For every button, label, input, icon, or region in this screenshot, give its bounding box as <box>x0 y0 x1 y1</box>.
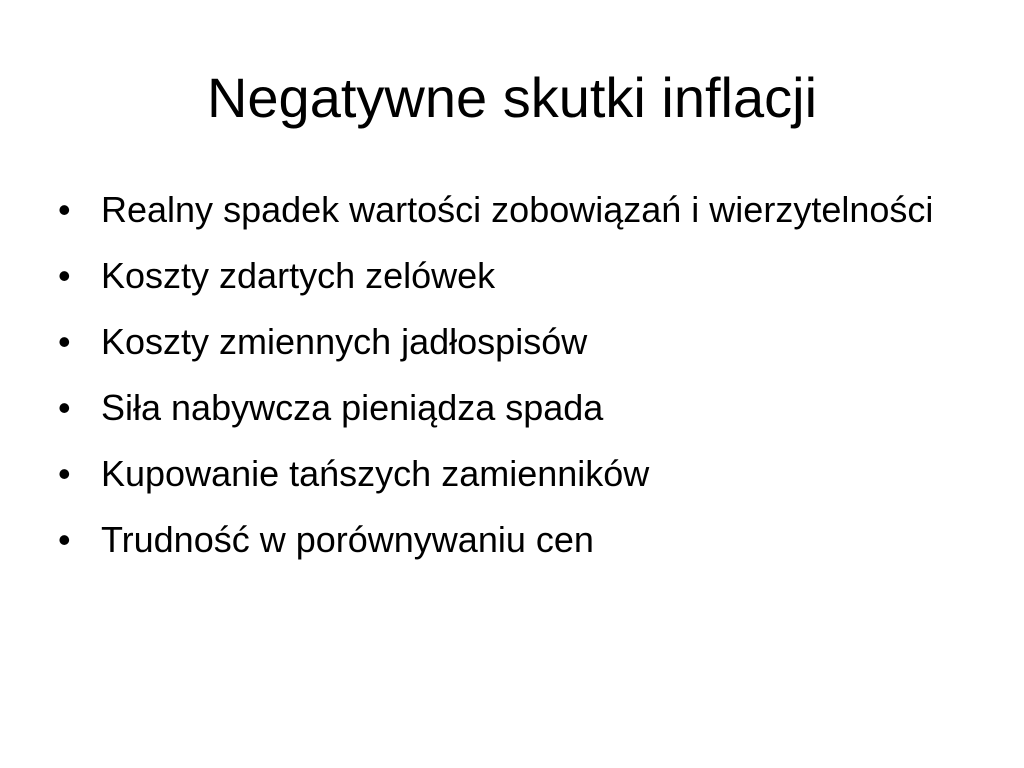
bullet-icon: • <box>58 321 71 362</box>
bullet-icon: • <box>58 255 71 296</box>
list-item <box>58 386 958 430</box>
list-item <box>58 320 958 364</box>
bullet-text: Trudność w porównywaniu cen <box>101 519 594 560</box>
bullet-text: Kupowanie tańszych zamienników <box>101 453 650 494</box>
list-item <box>58 188 958 232</box>
bullet-text: Siła nabywcza pieniądza spada <box>101 387 604 428</box>
list-item <box>58 452 958 496</box>
bullet-list <box>58 188 958 584</box>
bullet-icon: • <box>58 189 71 230</box>
slide-title: Negatywne skutki inflacji <box>206 66 818 129</box>
list-item <box>58 254 958 298</box>
bullet-text: Realny spadek wartości zobowiązań i wierzytelności <box>101 189 934 230</box>
bullet-icon: • <box>58 387 71 428</box>
bullet-text: Koszty zmiennych jadłospisów <box>101 321 588 362</box>
bullet-text: Koszty zdartych zelówek <box>101 255 496 296</box>
bullet-icon: • <box>58 519 71 560</box>
bullet-icon: • <box>58 453 71 494</box>
list-item <box>58 518 958 562</box>
